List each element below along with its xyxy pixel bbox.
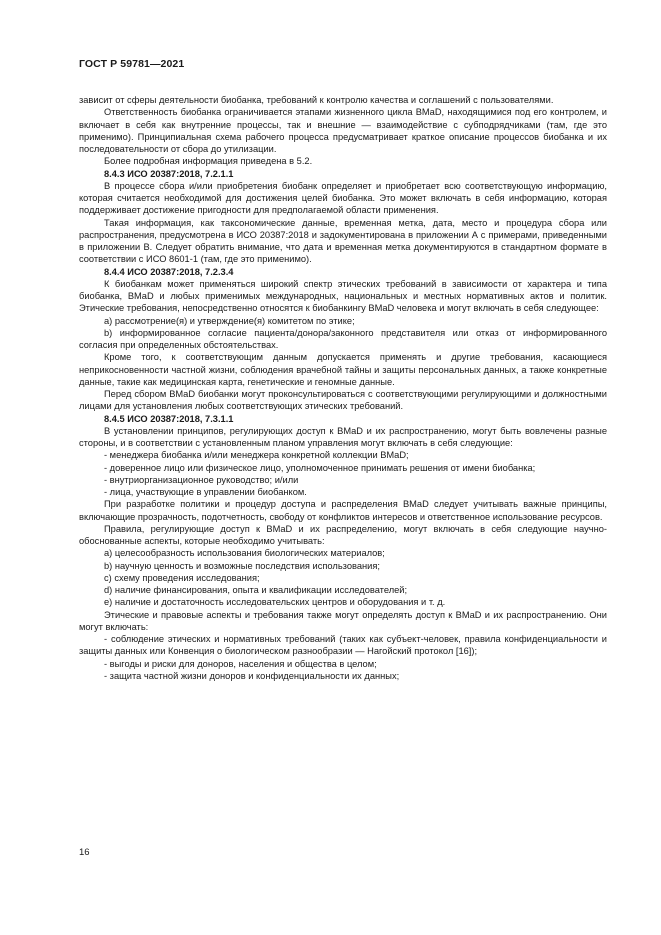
list-item: b) научную ценность и возможные последствия использования; bbox=[104, 560, 380, 571]
standard-header: ГОСТ Р 59781—2021 bbox=[79, 58, 185, 70]
paragraph: Перед сбором BMaD биобанки могут проконсультироваться с соответствующими регулирующими и должностными лицами для установления любых соответствующих этических требований. bbox=[79, 389, 607, 412]
section-heading: 8.4.5 ИСО 20387:2018, 7.3.1.1 bbox=[104, 413, 234, 424]
paragraph: зависит от сферы деятельности биобанка, требований к контролю качества и соглашений с пользователями. bbox=[79, 95, 554, 105]
list-item: a) рассмотрение(я) и утверждение(я) комитетом по этике; bbox=[104, 315, 355, 326]
list-item: e) наличие и достаточность исследовательских центров и оборудования и т. д. bbox=[104, 597, 446, 608]
section-heading: 8.4.3 ИСО 20387:2018, 7.2.1.1 bbox=[104, 168, 234, 179]
list-item: b) информированное согласие пациента/донора/законного представителя или отказ от информированного согласия при определенных обстоятельствах. bbox=[79, 327, 607, 350]
paragraph: В процессе сбора и/или приобретения биобанк определяет и приобретает всю соответствующую информацию, которая считается необходимой для достижения целей биобанка. Это может включать в себя информацию, которая поддерживает достижение пригодности для предполагаемой области применения. bbox=[79, 180, 607, 216]
paragraph: Этические и правовые аспекты и требования также могут определять доступ к BMaD и их распространению. Они могут включать: bbox=[79, 609, 607, 632]
list-item: d) наличие финансирования, опыта и квалификации исследователей; bbox=[104, 585, 408, 595]
list-item: - защита частной жизни доноров и конфиденциальности их данных; bbox=[104, 670, 400, 681]
paragraph: Ответственность биобанка ограничивается этапами жизненного цикла BMaD, находящимися под его контролем, и включает в себя как внутренние процессы, так и внешние — взаимодействие с субподрядчиками (там, где это применимо). Принципиальная схема рабочего процесса предусматривает краткое описание процессов биобанка и их последовательности от сбора до утилизации. bbox=[79, 107, 607, 154]
section-heading: 8.4.4 ИСО 20387:2018, 7.2.3.4 bbox=[104, 266, 234, 277]
list-item: - лица, участвующие в управлении биобанком. bbox=[104, 487, 307, 497]
paragraph: Кроме того, к соответствующим данным допускается применять и другие требования, касающиеся неприкосновенности частной жизни, соблюдения врачебной тайны и защиты персональных данных, а также конкретные данные, такие как медицинская карта, генетические и геномные данные. bbox=[79, 352, 607, 387]
list-item: - менеджера биобанка и/или менеджера конкретной коллекции BMaD; bbox=[104, 450, 409, 461]
paragraph: При разработке политики и процедур доступа и распределения BMaD следует учитывать важные принципы, включающие прозрачность, подотчетность, свободу от конфликтов интересов и ответственное использование ресурсов. bbox=[79, 499, 607, 522]
paragraph: Правила, регулирующие доступ к BMaD и их распределению, могут включать в себя следующие научно-обоснованные аспекты, которые необходимо учитывать: bbox=[79, 523, 607, 546]
list-item: - выгоды и риски для доноров, населения и общества в целом; bbox=[104, 658, 377, 669]
paragraph: К биобанкам может применяться широкий спектр этических требований в зависимости от характера и типа биобанка, BMaD и любых применимых международных, национальных и местных нормативных актов и политик. Этические требования, непосредственно относятся к биобанкингу BMaD человека и могут включать в себя следующее: bbox=[79, 278, 607, 314]
list-item: a) целесообразность использования биологических материалов; bbox=[104, 548, 385, 559]
list-item: c) схему проведения исследования; bbox=[104, 572, 260, 583]
page-number: 16 bbox=[79, 847, 90, 858]
body-text bbox=[79, 94, 607, 682]
list-item: - внутриорганизационное руководство; и/или bbox=[104, 474, 299, 485]
paragraph: В установлении принципов, регулирующих доступ к BMaD и их распространению, могут быть вовлечены разные стороны, и в соответствии с установленным планом управления могут включать в себя следующие: bbox=[79, 425, 607, 448]
paragraph: Более подробная информация приведена в 5.2. bbox=[104, 156, 313, 167]
list-item: - доверенное лицо или физическое лицо, уполномоченное принимать решения от имени биобанка; bbox=[104, 462, 536, 473]
paragraph: Такая информация, как таксономические данные, временная метка, дата, место и процедура сбора или распространения, предусмотрена в ИСО 20387:2018 и задокументирована в приложении А с примерами, приведенными в приложении В. Следует обратить внимание, что дата и временная метка документируются в стандартном формате в соответствии с ИСО 8601-1 (там, где это применимо). bbox=[79, 217, 607, 265]
list-item: - соблюдение этических и нормативных требований (таких как субъект-человек, правила конфиденциальности и защиты данных или Конвенция о биологическом разнообразии — Нагойский протокол [16]); bbox=[79, 634, 607, 657]
